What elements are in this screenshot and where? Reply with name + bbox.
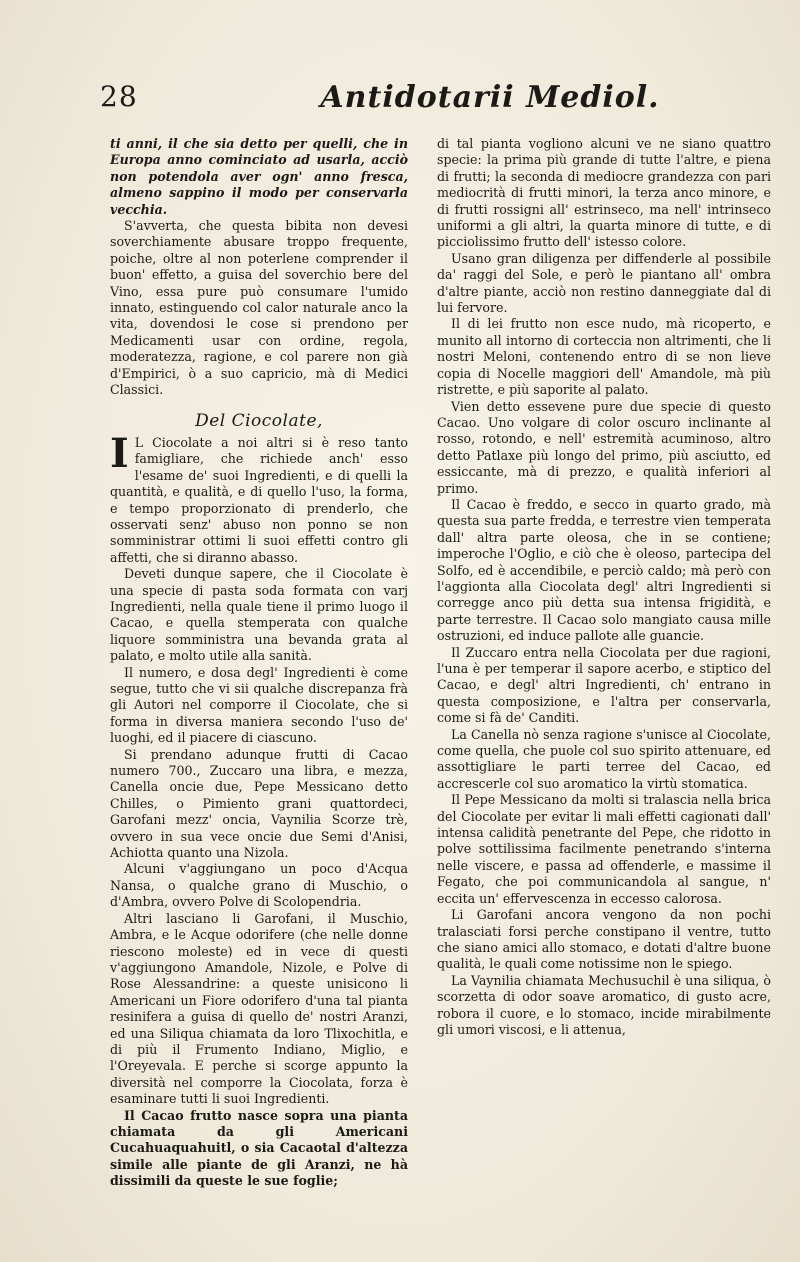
paragraph: Il Cacao frutto nasce sopra una pianta chiamata da gli Americani Cucahuaquahuitl, o sia Cacaotal d'altezza simile alle piante de gli Aranzi, ne hà dissimili da queste le sue foglie; <box>110 1107 408 1189</box>
paragraph-text: L Ciocolate a noi altri si è reso tanto famigliare, che richiede anch' esso l'esame de' suoi Ingredienti, e di quelli la quantità, e qualità, e di quello l'uso, la forma, e tempo proporzionato di prenderlo, che osservati senz' abuso non ponno se non somministrar ottimi li suoi effetti contro gli affetti, che si diranno abasso. <box>110 434 408 565</box>
paragraph: La Canella nò senza ragione s'unisce al Ciocolate, come quella, che puole col suo spirito attenuare, ed assottigliare le parti terree del Cacao, ed accrescerle col suo aromatico la virtù stomatica. <box>437 726 771 791</box>
drop-cap: I <box>110 429 129 477</box>
intro-paragraph: ti anni, il che sia detto per quelli, che in Europa anno cominciato ad usarla, acciò non potendola aver ogn' anno fresca, almeno sappino il modo per conservarla vecchia. <box>110 136 408 217</box>
paragraph: Deveti dunque sapere, che il Ciocolate è una specie di pasta soda formata con varj Ingredienti, nella quale tiene il primo luogo il Cacao, e quella stemperata con qualche liquore somministra una bevanda grata al palato, e molto utile alla sanità. <box>110 566 408 664</box>
page-number: 28 <box>100 80 138 113</box>
paragraph: Alcuni v'aggiungano un poco d'Acqua Nansa, o qualche grano di Muschio, o d'Ambra, ovvero Polve di Scolopendria. <box>110 861 408 910</box>
paragraph: Altri lasciano li Garofani, il Muschio, Ambra, e le Acque odorifere (che nelle donne riescono moleste) ed in vece di questi v'aggiungono Amandole, Nizole, e Polve di Rose Alessandrine: a queste unisicono li Americani un Fiore odorifero d'una tal pianta resinifera a guisa di quello de' nostri Aranzi, ed una Siliqua chiamata da loro Tlixochitla, e di più il Frumento Indiano, Miglio, e l'Oreyevala. E perche si scorge appunto la diversità nel comporre la Ciocolata, forza è esaminare tutti li suoi Ingredienti. <box>110 910 408 1107</box>
paragraph: di tal pianta vogliono alcuni ve ne siano quattro specie: la prima più grande di tutte l'altre, e piena di frutti; la seconda di mediocre grandezza con pari mediocrità di frutti minori, la terza anco minore, e di frutti rossigni all' estrinseco, ma nell' intrinseco uniformi a gli altri, la quarta minore di tutte, e di picciolissimo frutto dell' istesso colore. <box>437 136 771 250</box>
left-column <box>110 136 408 1190</box>
paragraph-with-dropcap <box>110 429 408 566</box>
running-title: Antidotarii Mediol. <box>320 80 660 115</box>
paragraph: Si prendano adunque frutti di Cacao numero 700., Zuccaro una libra, e mezza, Canella oncie due, Pepe Messicano detto Chilles, o Pimiento grani quattordeci, Garofani mezz' oncia, Vaynilia Scorze trè, ovvero in sua vece oncie due Semi d'Anisi, Achiotta quanto una Nizola. <box>110 746 408 861</box>
section-title: Del Ciocolate, <box>195 410 323 431</box>
paragraph: La Vaynilia chiamata Mechusuchil è una siliqua, ò scorzetta di odor soave aromatico, di gusto acre, robora il cuore, e lo stomaco, incide mirabilmente gli umori viscosi, e li attenua, <box>437 972 771 1037</box>
page-header <box>100 80 760 120</box>
paragraph: Il di lei frutto non esce nudo, mà ricoperto, e munito all intorno di corteccia non altrimenti, che li nostri Meloni, contenendo entro di se non lieve copia di Nocelle maggiori dell' Amandole, mà più ristrette, e più saporite al palato. <box>437 316 771 398</box>
right-column <box>437 136 771 1038</box>
paragraph: Usano gran diligenza per diffenderle al possibile da' raggi del Sole, e però le piantano all' ombra d'altre piante, acciò non restino danneggiate dal di lui fervore. <box>437 250 771 316</box>
paragraph: Li Garofani ancora vengono da non pochi tralasciati forsi perche constipano il ventre, tutto che siano amici allo stomaco, e dotati d'altre buone qualità, le quali come notissime non le spiego. <box>437 907 771 972</box>
paragraph: Il Zuccaro entra nella Ciocolata per due ragioni, l'una è per temperar il sapore acerbo, e stiptico del Cacao, e degl' altri Ingredienti, ch' entrano in questa composizione, e l'altra per conservarla, come si fà de' Canditi. <box>437 644 771 726</box>
paragraph: S'avverta, che questa bibita non devesi soverchiamente abusare troppo frequente, poiche, oltre al non poterlene comprender il buon' effetto, a guisa del soverchio bere del Vino, essa pure può consumare l'umido innato, estinguendo col calor naturale anco la vita, dovendosi le cose si prendono per Medicamenti usar con ordine, regola, moderatezza, ragione, e col parere non già d'Empirici, ò a suo capricio, mà di Medici Classici. <box>110 218 408 398</box>
paragraph: Il Cacao è freddo, e secco in quarto grado, mà questa sua parte fredda, e terrestre vien temperata dall' altra parte oleosa, che in se contiene; imperoche l'Oglio, e ciò che è oleoso, partecipa del Solfo, ed è accendibile, e perciò caldo; mà però con l'aggionta alla Ciocolata degl' altri Ingredienti si corregge anco più detta sua intensa frigidità, e parte terrestre. Il Cacao solo mangiato causa mille ostruzioni, ed induce pallote alle guancie. <box>437 496 771 644</box>
paragraph: Il numero, e dosa degl' Ingredienti è come segue, tutto che vi sii qualche discrepanza frà gli Autori nel comporre il Ciocolate, che si forma in diversa maniera secondo l'uso de' luoghi, ed il piacere di ciascuno. <box>110 664 408 746</box>
paragraph: Il Pepe Messicano da molti si tralascia nella brica del Ciocolate per evitar li mali effetti cagionati dall' intensa calidità penetrante del Pepe, che ridotto in polve sottilissima facilmente penetrando s'interna nelle viscere, e passa ad offenderle, e massime il Fegato, che poi communicandola al sangue, n' eccita un' effervescenza in eccesso calorosa. <box>437 792 771 906</box>
paragraph: Vien detto essevene pure due specie di questo Cacao. Uno volgare di color oscuro inclinante al rosso, rotondo, e nell' estremità acuminoso, altro detto Patlaxe più longo del primo, più asciutto, ed essiccante, mà di prezzo, e qualità inferiori al primo. <box>437 398 771 496</box>
